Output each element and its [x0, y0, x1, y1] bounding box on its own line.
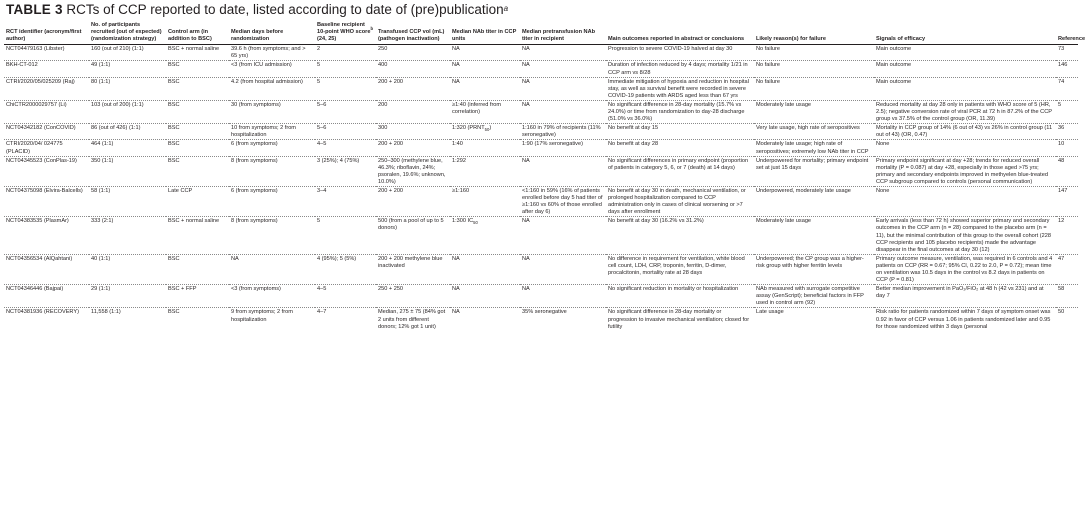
table-cell: Better median improvement in PaO₂/FiO₂ at 48 h (42 vs 231) and at day 7	[874, 285, 1056, 308]
table-cell: Reduced mortality at day 28 only in patients with WHO score of 5 (HR, 2.5); negative conversion rate of viral PCR at 72 h in 87.2% of the CCP group vs 37.5% of the control group (OR, 11.39)	[874, 100, 1056, 123]
table-cell: 48	[1056, 156, 1078, 186]
table-cell: No benefit at day 30 (16.2% vs 31.2%)	[606, 217, 754, 254]
table-cell: NCT04345523 (ConPlas-19)	[4, 156, 89, 186]
table-cell: 200 + 200	[376, 140, 450, 156]
table-cell: NCT04381936 (RECOVERY)	[4, 308, 89, 331]
rct-table	[4, 22, 1085, 331]
table-cell: No significant difference in 28-day mortality or progression to invasive mechanical ventilation; closed for futility	[606, 308, 754, 331]
table-cell: 5	[315, 61, 376, 77]
column-header: RCT identifier (acronym/first author)	[4, 22, 89, 45]
table-row	[4, 156, 1078, 186]
table-row	[4, 124, 1078, 140]
table-cell: 36	[1056, 124, 1078, 140]
table-cell: ≥1:160	[450, 186, 520, 216]
table-cell: NA	[520, 100, 606, 123]
table-cell: Immediate mitigation of hypoxia and reduction in hospital stay, as well as survival benefit were recorded in severe COVID-19 patients with ARDS aged less than 67 yrs	[606, 77, 754, 100]
table-cell: No failure	[754, 61, 874, 77]
table-cell: 86 (out of 426) (1:1)	[89, 124, 166, 140]
table-cell: No benefit at day 30 in death, mechanical ventilation, or prolonged hospitalization compared to CCP administration only in cases of clinical worsening or >7 days after enrollment	[606, 186, 754, 216]
table-cell: 10	[1056, 140, 1078, 156]
table-cell: 4–7	[315, 308, 376, 331]
table-cell: NCT04375098 (Elvira-Balcells)	[4, 186, 89, 216]
table-cell: NA	[450, 61, 520, 77]
table-cell: 8 (from symptoms)	[229, 217, 315, 254]
table-cell: 74	[1056, 77, 1078, 100]
table-cell: NAb measured with surrogate competitive assay (GenScript); beneficial factors in FFP used in control arm (92)	[754, 285, 874, 308]
table-cell: 12	[1056, 217, 1078, 254]
table-cell: NA	[450, 254, 520, 284]
table-cell: BSC	[166, 61, 229, 77]
table-cell: Duration of infection reduced by 4 days; mortality 1/21 in CCP arm vs 8/28	[606, 61, 754, 77]
table-cell: ChiCTR2000029757 (Li)	[4, 100, 89, 123]
table-cell: CTRI/2020/05/025209 (Raj)	[4, 77, 89, 100]
table-cell: NCT04479163 (Libster)	[6, 46, 65, 53]
table-cell: 200 + 200	[376, 77, 450, 100]
table-cell: Moderately late usage; high rate of seropositives; extremely low NAb titer in CCP	[754, 140, 874, 156]
table-cell: 4–5	[315, 285, 376, 308]
table-cell: NA	[452, 46, 460, 53]
table-cell: Late CCP	[166, 186, 229, 216]
table-cell: 400	[376, 61, 450, 77]
table-cell: 49 (1:1)	[89, 61, 166, 77]
table-cell: Underpowered for mortality; primary endpoint set at just 15 days	[754, 156, 874, 186]
column-header: Control arm (in addition to BSC)	[166, 22, 229, 45]
table-cell: 1:292	[450, 156, 520, 186]
table-cell: NCT04356534 (AlQahtani)	[4, 254, 89, 284]
table-cell: 30 (from symptoms)	[229, 100, 315, 123]
table-row	[4, 100, 1078, 123]
table-cell: NA	[520, 61, 606, 77]
table-cell: 73	[1058, 46, 1065, 53]
table-cell: NA	[520, 254, 606, 284]
table-cell: 2	[317, 46, 321, 53]
table-cell: BSC	[166, 140, 229, 156]
table-cell: Early arrivals (less than 72 h) showed superior primary and secondary outcomes in the CCP arm (n = 28) compared to the placebo arm (n = 11), but the minimal contribution of this group to the overall cohort (228 CCP recipients and 105 placebo recipients) made the advantage disappear in the final outcomes at day 30 (12)	[874, 217, 1056, 254]
table-cell: CTRI/2020/04/ 024775 (PLACID)	[4, 140, 89, 156]
table-cell: Mortality in CCP group of 14% (6 out of 43) vs 26% in control group (11 out of 43) (OR, 0.47)	[874, 124, 1056, 140]
table-cell: Moderately late usage	[754, 100, 874, 123]
table-cell: 5	[1056, 100, 1078, 123]
table-cell: 10 from symptoms; 2 from hospitalization	[229, 124, 315, 140]
table-cell: 464 (1:1)	[89, 140, 166, 156]
table-cell: No significant reduction in mortality or hospitalization	[606, 285, 754, 308]
table-row	[4, 308, 1078, 331]
table-cell: Very late usage, high rate of seropositives	[754, 124, 874, 140]
table-cell: NA	[520, 156, 606, 186]
column-header: Likely reason(s) for failure	[754, 22, 874, 45]
table-cell: 3–4	[315, 186, 376, 216]
table-cell: No significant differences in primary endpoint (proportion of patients in category 5, 6, or 7 (death) at 14 days)	[606, 156, 754, 186]
column-header: Main outcomes reported in abstract or conclusions	[606, 22, 754, 45]
table-cell: Progression to severe COVID-19 halved at day 30	[608, 46, 733, 53]
table-cell: 11,558 (1:1)	[89, 308, 166, 331]
column-header: Reference	[1056, 22, 1078, 45]
table-cell: 300	[376, 124, 450, 140]
table-cell: 47	[1056, 254, 1078, 284]
table-cell: 1:40	[450, 140, 520, 156]
table-caption: RCTs of CCP reported to date, listed according to date of (pre)publication	[66, 2, 504, 17]
table-cell: 6 (from symptoms)	[229, 186, 315, 216]
column-header: Transfused CCP vol (mL) (pathogen inactivation)	[376, 22, 450, 45]
header-row	[4, 22, 1078, 45]
table-row	[4, 217, 1078, 254]
table-cell: 160 (out of 210) (1:1)	[91, 46, 144, 53]
table-cell: ≥1:40 (inferred from correlation)	[450, 100, 520, 123]
table-cell: Risk ratio for patients randomized within 7 days of symptom onset was 0.92 in favor of CCP versus 1.06 in patients randomized later and 0.95 for those randomized within 3 days (personal	[874, 308, 1056, 331]
table-cell: 350 (1:1)	[89, 156, 166, 186]
table-cell: No failure	[754, 77, 874, 100]
table-cell: 5–6	[315, 100, 376, 123]
table-cell: 250	[378, 46, 388, 53]
table-cell: 4–5	[315, 140, 376, 156]
table-cell: 35% seronegative	[520, 308, 606, 331]
table-cell: Main outcome	[876, 46, 912, 53]
table-cell: 5	[315, 77, 376, 100]
column-header: Median days before randomization	[229, 22, 315, 45]
table-cell: 9 from symptoms; 2 from hospitalization	[229, 308, 315, 331]
table-label: TABLE 3	[6, 2, 63, 17]
table-cell: No significant difference in 28-day mortality (15.7% vs 24.0%) or time from randomization to day-28 discharge (51.0% vs 36.0%)	[606, 100, 754, 123]
table-cell: 5	[315, 217, 376, 254]
table-cell: NA	[520, 217, 606, 254]
table-cell: 1:160 in 79% of recipients (11% seronegative)	[520, 124, 606, 140]
table-cell: BSC	[166, 308, 229, 331]
table-row	[4, 254, 1078, 284]
table-cell: BSC + normal saline	[166, 217, 229, 254]
table-cell: Underpowered, moderately late usage	[754, 186, 874, 216]
table-cell: No failure	[756, 46, 780, 53]
table-cell: 500 (from a pool of up to 5 donors)	[376, 217, 450, 254]
table-cell: BSC	[166, 156, 229, 186]
table-cell: NA	[450, 77, 520, 100]
table-cell: NCT04342182 (ConCOVID)	[4, 124, 89, 140]
table-cell: BSC + normal saline	[168, 46, 220, 53]
table-cell: BSC	[166, 254, 229, 284]
table-cell: <3 (from ICU admission)	[229, 61, 315, 77]
table-cell: 40 (1:1)	[89, 254, 166, 284]
table-cell: Underpowered; the CP group was a higher-risk group with higher ferritin levels	[754, 254, 874, 284]
column-header: No. of participants recruited (out of expected) (randomization strategy)	[89, 22, 166, 45]
table-cell: 8 (from symptoms)	[229, 156, 315, 186]
table-row	[4, 45, 1078, 61]
table-cell: <1:160 in 59% (16% of patients enrolled before day 5 had titer of ≥1:160 vs 60% of those enrolled after day 6)	[520, 186, 606, 216]
table-cell: 58	[1056, 285, 1078, 308]
table-cell: 146	[1056, 61, 1078, 77]
footnote-marker: a	[503, 4, 509, 13]
table-cell: 103 (out of 200) (1:1)	[89, 100, 166, 123]
table-cell: 200 + 200 methylene blue inactivated	[376, 254, 450, 284]
table-cell: 29 (1:1)	[89, 285, 166, 308]
table-row	[4, 77, 1078, 100]
table-cell: Late usage	[754, 308, 874, 331]
table-title	[6, 2, 508, 18]
table-cell: 147	[1056, 186, 1078, 216]
table-cell: Median, 275 ± 75 (84% got 2 units from different donors; 12% got 1 unit)	[376, 308, 450, 331]
table-row	[4, 285, 1078, 308]
table-cell: Main outcome	[874, 61, 1056, 77]
table-cell: 1:320 $(PRNT_{50})$	[450, 124, 520, 140]
table-cell: 250 + 250	[376, 285, 450, 308]
table-cell: BSC	[166, 77, 229, 100]
table-cell: NA	[520, 285, 606, 308]
table-cell: None	[874, 140, 1056, 156]
table-cell: NA	[520, 77, 606, 100]
table-row	[4, 186, 1078, 216]
table-cell: 4 (95%); 5 (5%)	[315, 254, 376, 284]
table-cell: 3 (25%); 4 (75%)	[315, 156, 376, 186]
table-cell: BSC	[166, 124, 229, 140]
column-header: Median NAb titer in CCP units	[450, 22, 520, 45]
table-cell: 4.2 (from hospital admission)	[229, 77, 315, 100]
table-cell: BKH-CT-012	[4, 61, 89, 77]
table-cell: NA	[450, 285, 520, 308]
table-cell: No benefit at day 15	[606, 124, 754, 140]
table-cell: NA	[450, 308, 520, 331]
table-cell: NCT04346446 (Bajpai)	[4, 285, 89, 308]
table-cell: 5–6	[315, 124, 376, 140]
table-cell: 6 (from symptoms)	[229, 140, 315, 156]
table-cell: None	[874, 186, 1056, 216]
table-cell: No benefit at day 28	[606, 140, 754, 156]
column-header: Signals of efficacy	[874, 22, 1056, 45]
table-cell: 1:300 $IC_{50}$	[450, 217, 520, 254]
table-cell: Primary endpoint significant at day +28; trends for reduced overall mortality (P = 0.087) at day +28, especially in those aged >75 yrs; primary and secondary endpoints improved in methyelen blue-treated CCP subgroup compared to controls (personal communication)	[874, 156, 1056, 186]
table-cell: 58 (1:1)	[89, 186, 166, 216]
table-cell: 1:90 (17% seronegative)	[520, 140, 606, 156]
table-row	[4, 61, 1078, 77]
table-cell: BSC	[166, 100, 229, 123]
table-cell: 200	[376, 100, 450, 123]
table-cell: 50	[1056, 308, 1078, 331]
table-cell: Primary outcome measure, ventilation, was required in 6 controls and 4 patients on CCP (RR = 0.67; 95% CI, 0.22 to 2.0, P = 0.72); mean time on ventilation was 10.5 days in the control vs 8.2 days in patients on CCP (P = 0.81)	[874, 254, 1056, 284]
table-cell: BSC + FFP	[166, 285, 229, 308]
table-cell: 39.6 h (from symptoms; and > 65 yrs)	[231, 46, 306, 60]
column-header: Baseline recipient 10-point WHO score$^b$ (24, 25)	[315, 22, 376, 45]
table-cell: Main outcome	[874, 77, 1056, 100]
table-body	[4, 45, 1078, 331]
table-cell: 80 (1:1)	[89, 77, 166, 100]
table-cell: NCT04383535 (PlasmAr)	[4, 217, 89, 254]
table-cell: 200 + 200	[376, 186, 450, 216]
table-cell: NA	[522, 46, 530, 53]
table-cell: <3 (from symptoms)	[229, 285, 315, 308]
table-cell: NA	[229, 254, 315, 284]
table-cell: 333 (2:1)	[89, 217, 166, 254]
table-cell: 250–300 (methylene blue, 46.3%; riboflavin, 24%; psoralen, 19.6%; unknown, 10.0%)	[376, 156, 450, 186]
table-cell: Moderately late usage	[754, 217, 874, 254]
table-cell: No difference in requirement for ventilation, white blood cell count, LDH, CRP, troponin, ferritin, D-dimer, procalcitonin, mortality rate at 28 days	[606, 254, 754, 284]
column-header: Median pretransfusion NAb titer in recipient	[520, 22, 606, 45]
table-row	[4, 140, 1078, 156]
